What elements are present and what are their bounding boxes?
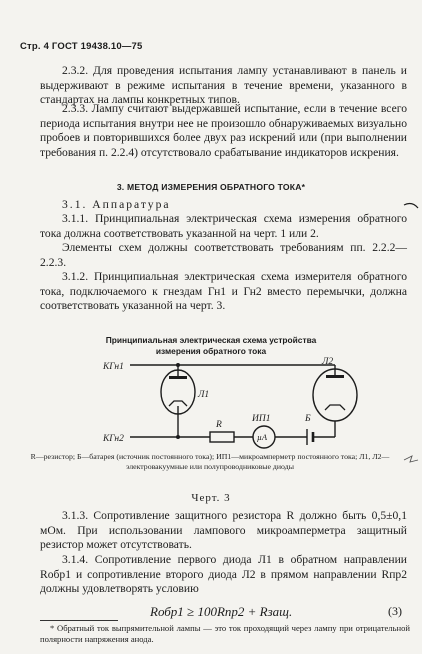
label-kgn1: КГн1	[103, 362, 124, 372]
label-l2: Л2	[322, 357, 334, 367]
l2-anode	[326, 375, 344, 378]
paragraph-2-3-2: 2.3.2. Для проведения испытания лампу устанавливают в панель и выдерживают в режиме испытания в течение времени, указанного в стандартах на лампы конкретных типов.	[40, 64, 407, 107]
label-kgn2: КГн2	[103, 434, 124, 444]
formula: Rобр1 ≥ 100Rпр2 + Rзащ.	[150, 604, 293, 619]
figure-caption: R—резистор; Б—батарея (источник постоянного тока); ИП1—микроамперметр постоянного тока; Л1, Л2—электровакуумные или полупроводниковые диоды	[30, 452, 390, 471]
label-b: Б	[305, 414, 311, 424]
footnote: * Обратный ток выпрямительной лампы — это ток проходящий через лампу при отрицательной полярности напряжения анода.	[40, 623, 410, 644]
figure-title-line2: измерения обратного тока	[155, 346, 267, 356]
paragraph-3-1: 3.1. Аппаратура	[62, 198, 171, 211]
footnote-rule	[40, 620, 118, 621]
resistor-r	[210, 432, 234, 442]
label-l1: Л1	[198, 390, 210, 400]
l2-cathode	[325, 405, 345, 410]
paragraph-3-1-1: 3.1.1. Принципиальная электрическая схема измерения обратного тока должна соответствовать указанной на черт. 1 или 2.	[40, 212, 407, 240]
paragraph-3-1-4: 3.1.4. Сопротивление первого диода Л1 в обратном направлении Rобр1 и сопротивление второго диода Л2 в прямом направлении Rпр2 должны удовлетворять условию	[40, 553, 407, 596]
page-header: Стр. 4 ГОСТ 19438.10—75	[20, 41, 143, 52]
margin-mark-top	[404, 204, 418, 208]
formula-number: (3)	[388, 604, 402, 618]
label-ua: µA	[257, 432, 268, 442]
l1-cathode	[169, 401, 187, 406]
paragraph-3-1-2: 3.1.2. Принципиальная электрическая схема измерителя обратного тока, подключаемого к гнездам Гн1 и Гн2 вместо перемычки, должна соответствовать указанной на черт. 3.	[40, 270, 407, 313]
margin-mark-bottom	[404, 456, 418, 462]
section-title: 3. МЕТОД ИЗМЕРЕНИЯ ОБРАТНОГО ТОКА*	[116, 182, 306, 192]
figure-number: Черт. 3	[191, 492, 231, 504]
label-ip1: ИП1	[252, 414, 271, 424]
l1-anode	[169, 376, 187, 379]
figure-title-line1: Принципиальная электрическая схема устройства	[105, 335, 317, 345]
paragraph-3-1-3: 3.1.3. Сопротивление защитного резистора R должно быть 0,5±0,1 мОм. При использовании лампового микроамперметра защитный резистор может отсутствовать.	[40, 509, 407, 552]
paragraph-3-1-1b: Элементы схем должны соответствовать требованиям пп. 2.2.2—2.2.3.	[40, 241, 407, 269]
paragraph-2-3-3: 2.3.3. Лампу считают выдержавшей испытание, если в течение всего периода испытания внутри нее не произошло обнаруживаемых визуально пробоев и повторившихся более двух раз искрений или (при выполнении требования п. 2.2.4) отсутствовало срабатывание индикаторов искрения.	[40, 102, 407, 159]
bottom-junction	[176, 435, 180, 439]
label-r: R	[216, 420, 222, 430]
